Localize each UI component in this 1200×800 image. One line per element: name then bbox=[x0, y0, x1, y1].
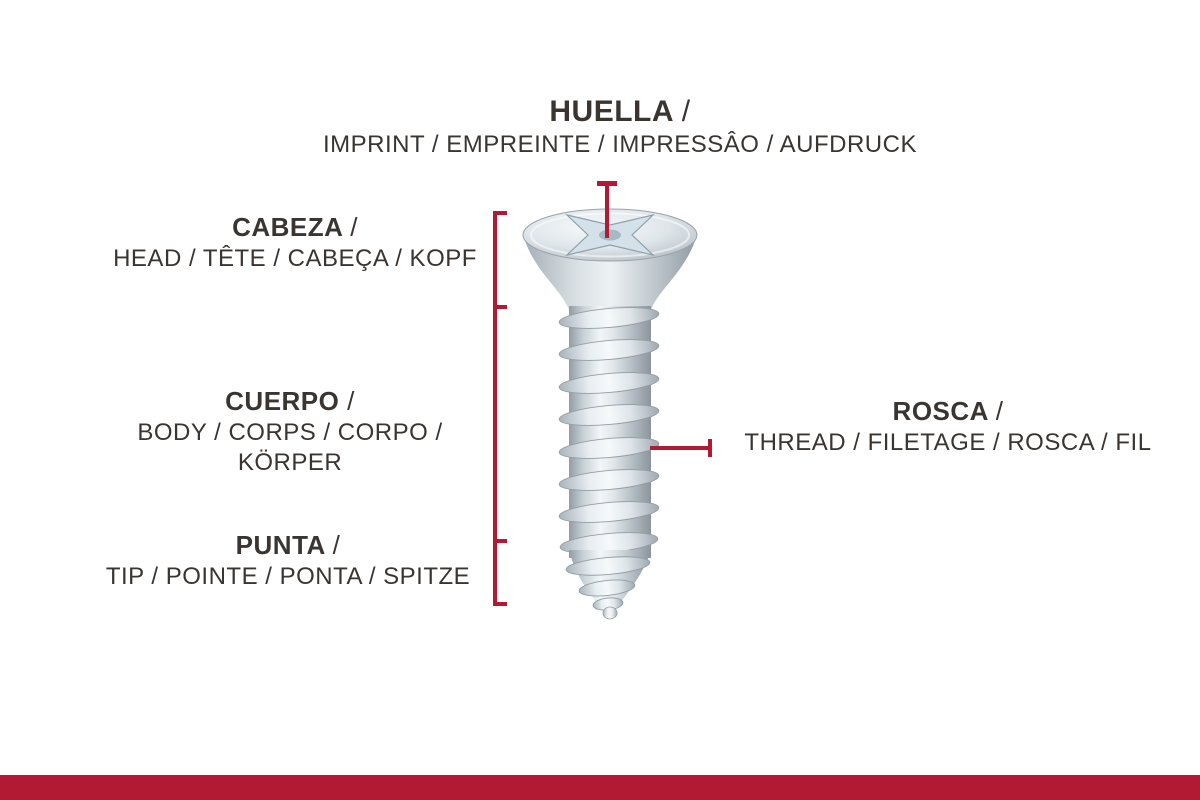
head-label bbox=[45, 210, 545, 274]
body-label bbox=[40, 384, 540, 478]
screw-illustration bbox=[505, 198, 715, 623]
screw-tip-point bbox=[603, 607, 617, 619]
section-bracket-cap-top bbox=[493, 211, 507, 215]
section-bracket-tick-body-tip bbox=[493, 539, 507, 543]
head-translations: HEAD / TÊTE / CABEÇA / KOPF bbox=[113, 245, 477, 272]
screw-tip-threads bbox=[565, 554, 650, 612]
body-translations-line2: KÖRPER bbox=[237, 449, 343, 476]
thread-pointer-line bbox=[650, 446, 710, 450]
thread-slash: / bbox=[995, 396, 1004, 426]
thread-label bbox=[698, 394, 1198, 458]
footer-accent-bar bbox=[0, 775, 1200, 800]
thread-translations: THREAD / FILETAGE / ROSCA / FIL bbox=[744, 429, 1152, 456]
thread-pointer-cap bbox=[708, 439, 712, 457]
body-slash: / bbox=[347, 386, 355, 416]
section-bracket-tick-head-body bbox=[493, 305, 507, 309]
screw-recess-center bbox=[599, 230, 621, 241]
imprint-label bbox=[270, 94, 970, 160]
head-term: CABEZA / bbox=[232, 212, 358, 242]
thread-term: ROSCA / bbox=[892, 396, 1004, 426]
body-term: CUERPO / bbox=[225, 386, 355, 416]
imprint-slash: / bbox=[681, 95, 691, 128]
tip-term: PUNTA / bbox=[235, 530, 341, 560]
body-translations-line1: BODY / CORPS / CORPO / bbox=[137, 419, 443, 446]
tip-label bbox=[38, 528, 538, 592]
imprint-translations: IMPRINT / EMPREINTE / IMPRESSÂO / AUFDRUCK bbox=[323, 131, 917, 158]
imprint-term: HUELLA / bbox=[549, 95, 691, 128]
tip-slash: / bbox=[332, 530, 341, 560]
head-slash: / bbox=[350, 212, 358, 242]
imprint-pointer-line bbox=[605, 181, 609, 238]
section-bracket-line bbox=[493, 211, 497, 606]
section-bracket-cap-bottom bbox=[493, 602, 507, 606]
tip-translations: TIP / POINTE / PONTA / SPITZE bbox=[105, 563, 471, 590]
